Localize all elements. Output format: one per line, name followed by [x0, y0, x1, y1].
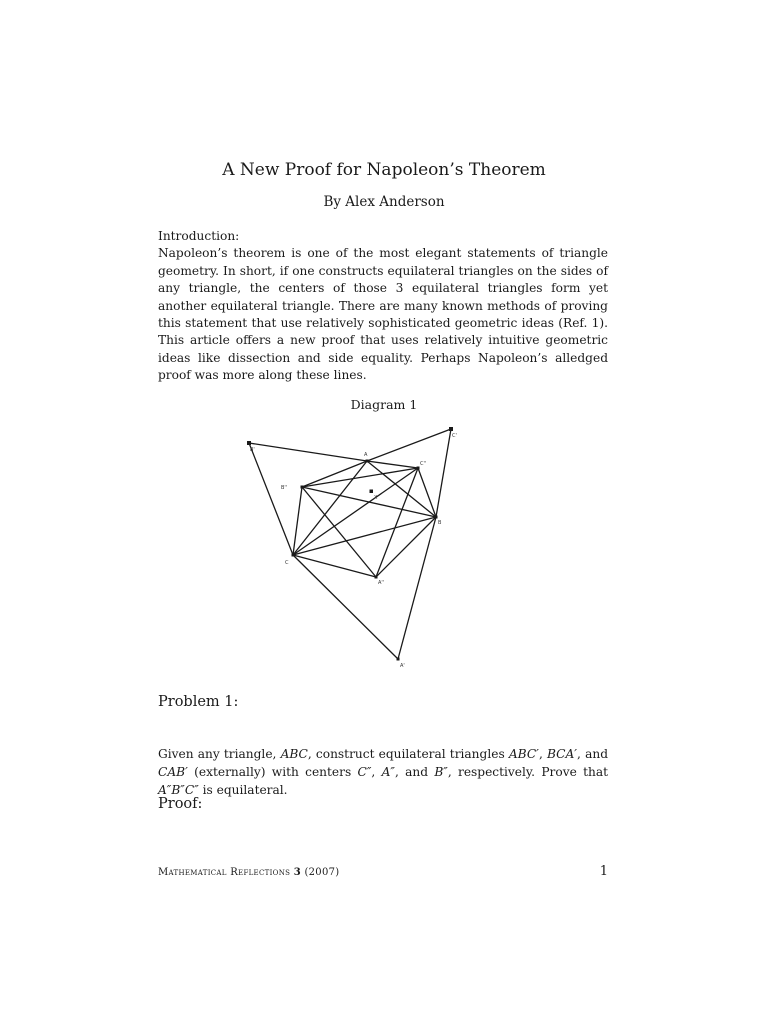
segment-c2-c — [293, 468, 418, 555]
problem-text-part: , respectively. Prove that — [447, 765, 609, 779]
label-a1: A' — [400, 663, 405, 669]
napoleon-diagram — [240, 420, 460, 670]
problem-text-part: (externally) with centers — [187, 765, 358, 779]
point-a — [366, 460, 369, 463]
math-abc-prime: ABC′ — [508, 747, 539, 761]
point-c — [292, 554, 295, 557]
point-b — [435, 516, 438, 519]
math-c-double-prime: C″ — [357, 765, 372, 779]
point-b2 — [301, 486, 304, 489]
segment-b-a1 — [398, 517, 436, 659]
paper-title: A New Proof for Napoleon’s Theorem — [222, 160, 546, 180]
label-c2: C'' — [420, 461, 427, 467]
label-a2: A'' — [378, 580, 385, 586]
segment-c1-b — [436, 429, 451, 517]
problem-text-part: , and — [394, 765, 435, 779]
introduction-body: Napoleon’s theorem is one of the most elegant statements of triangle geometry. In short, if one constructs equilateral triangles on the sides of any triangle, the centers of those 3 equilateral triangles form yet another equilateral triangle. There are many known methods of proving this statement that use relatively sophisticated geometric ideas (Ref. 1). This article offers a new proof that uses relatively intuitive geometric ideas like dissection and side equality. Perhaps Napoleon’s alledged proof was more along these lines. — [158, 246, 608, 383]
label-a: A — [364, 452, 368, 458]
problem-text-part: , construct equilateral triangles — [307, 747, 509, 761]
segment-b1-a — [249, 443, 367, 461]
problem-text-part: is equilateral. — [198, 783, 288, 797]
point-b1 — [247, 441, 251, 445]
segment-a-c1 — [367, 429, 451, 461]
author-line: By Alex Anderson — [323, 194, 445, 210]
problem-text-part: Given any triangle, — [158, 747, 281, 761]
point-a2 — [375, 576, 378, 579]
segment-c2-a2 — [376, 468, 418, 577]
problem-text-part: , and — [577, 747, 608, 761]
point-c1 — [449, 427, 453, 431]
point-x — [370, 490, 374, 494]
label-x: X — [374, 495, 378, 501]
introduction-section — [158, 228, 608, 385]
journal-year: (2007) — [300, 867, 340, 878]
diagram-title: Diagram 1 — [350, 397, 418, 412]
label-b: B — [438, 520, 442, 526]
point-a1 — [397, 658, 400, 661]
segment-b-a2 — [376, 517, 436, 577]
journal-volume: 3 — [293, 867, 301, 878]
label-c1: C' — [452, 433, 457, 439]
problem-text-part: , — [538, 747, 547, 761]
segment-c-a2 — [293, 555, 376, 577]
math-abc: ABC — [280, 747, 308, 761]
math-bca-prime: BCA′ — [546, 747, 578, 761]
page-number: 1 — [599, 864, 608, 879]
footer-journal — [158, 867, 340, 878]
math-b-double-prime: B″ — [434, 765, 448, 779]
segment-b1-c — [249, 443, 293, 555]
journal-name: Mathematical Reflections — [158, 867, 294, 878]
math-cab-prime: CAB′ — [158, 765, 188, 779]
problem-statement — [158, 745, 608, 799]
introduction-heading: Introduction: — [158, 229, 240, 243]
math-a-double-prime: A″ — [381, 765, 395, 779]
label-b2: B'' — [281, 485, 288, 491]
label-c: C — [285, 560, 289, 566]
label-b1: B' — [250, 447, 255, 453]
proof-heading: Proof: — [158, 796, 203, 812]
math-napoleon-triangle: A″B″C″ — [158, 783, 199, 797]
problem-text-part: , — [371, 765, 382, 779]
segment-b-c — [293, 517, 436, 555]
problem-heading: Problem 1: — [158, 694, 239, 710]
